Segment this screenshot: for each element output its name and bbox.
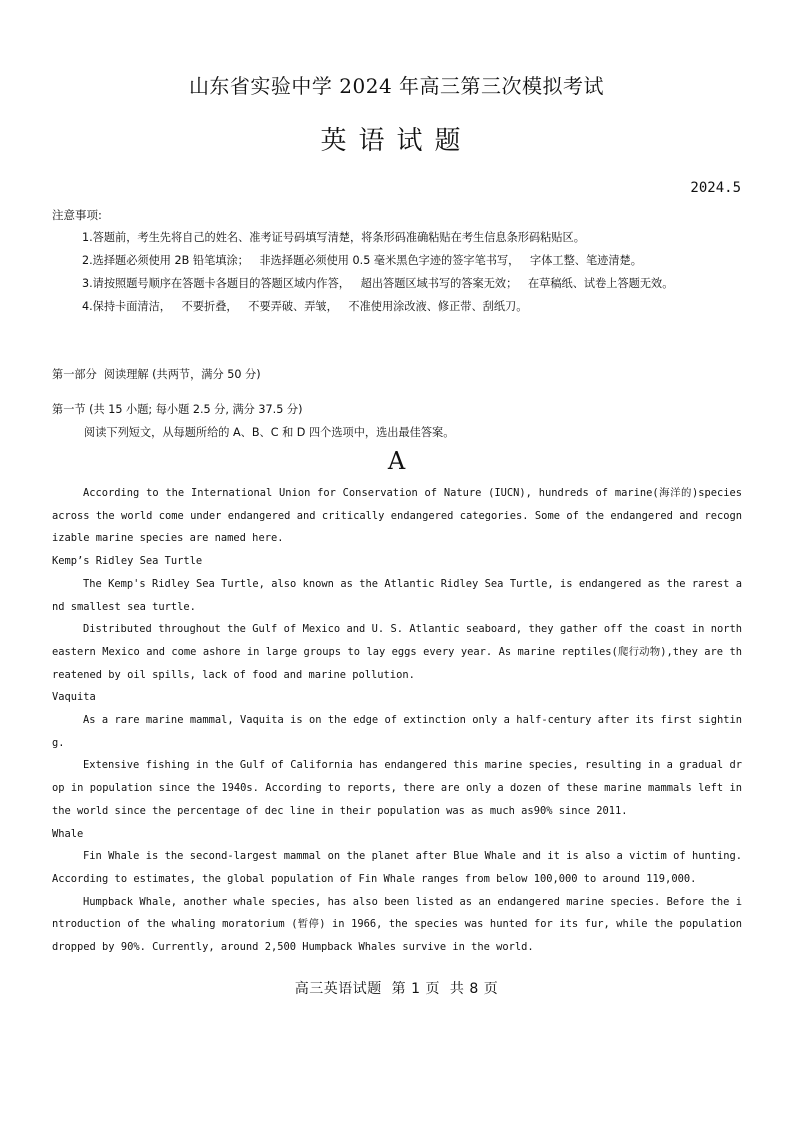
section-heading: 第一节 (共 15 小题; 每小题 2.5 分, 满分 37.5 分) — [52, 403, 303, 416]
passage-subheading: Whale — [52, 827, 84, 840]
passage-label: A — [387, 447, 406, 475]
passage-subheading: Vaquita — [52, 691, 96, 704]
passage-paragraph: Distributed throughout the Gulf of Mexico and U. S. Atlantic seaboard, they gather off the coast in northeastern Mexico and come ashore in large groups to lay eggs every year. As marine reptiles(爬行动物),they are threatened by oil spills, lack of food and marine pollution. — [52, 623, 742, 681]
page-footer: 高三英语试题 第 1 页 共 8 页 — [294, 981, 499, 997]
passage-paragraph: Humpback Whale, another whale species, has also been listed as an endangered marine species. Before the introduction of the whaling moratorium (暂停) in 1966, the species was hunted for its fur, while the population dropped by 90%. Currently, around 2,500 Humpback Whales survive in the world. — [52, 895, 742, 954]
notice-title: 注意事项: — [52, 208, 102, 222]
passage-paragraph: The Kemp's Ridley Sea Turtle, also known as the Atlantic Ridley Sea Turtle, is endangered as the rarest and smallest sea turtle. — [52, 577, 742, 613]
passage-subheading: Kemp’s Ridley Sea Turtle — [52, 555, 203, 568]
reading-passage — [52, 482, 742, 959]
exam-subtitle: 英语试题 — [320, 126, 473, 156]
passage-paragraph: Fin Whale is the second-largest mammal on the planet after Blue Whale and it is also a victim of hunting.According to estimates, the global population of Fin Whale ranges from below 100,000 to around 119,000. — [52, 850, 742, 885]
notice-item: 2.选择题必须使用 2B 铅笔填涂； 非选择题必须使用 0.5 毫米黑色字迹的签字笔书写， 字体工整、笔迹清楚。 — [82, 254, 642, 267]
part-heading: 第一部分 阅读理解 (共两节，满分 50 分) — [52, 368, 261, 381]
notice-item: 4.保持卡面清洁， 不要折叠， 不要弄破、弄皱， 不准使用涂改液、修正带、刮纸刀。 — [82, 300, 528, 313]
notice-item: 3.请按照题号顺序在答题卡各题目的答题区域内作答， 超出答题区域书写的答案无效； 在草稿纸、试卷上答题无效。 — [82, 277, 674, 290]
section-instruction: 阅读下列短文，从每题所给的 A、B、C 和 D 四个选项中，选出最佳答案。 — [84, 426, 455, 439]
passage-paragraph: According to the International Union for Conservation of Nature (IUCN), hundreds of marine(海洋的)species across the world come under endangered and critically endangered categories. Some of the endangered and recognizable marine species are named here. — [52, 487, 742, 545]
exam-title: 山东省实验中学 2024 年高三第三次模拟考试 — [188, 74, 605, 98]
exam-date: 2024.5 — [690, 180, 741, 196]
notice-list — [82, 228, 673, 320]
passage-paragraph: Extensive fishing in the Gulf of California has endangered this marine species, resulting in a gradual drop in population since the 1940s. According to reports, there are only a dozen of these marine mammals left in the world since the percentage of dec line in their population was as much as90% since 2011. — [52, 759, 742, 817]
passage-paragraph: As a rare marine mammal, Vaquita is on the edge of extinction only a half-century after its first sighting. — [52, 714, 742, 749]
notice-item: 1.答题前，考生先将自己的姓名、准考证号码填写清楚，将条形码准确粘贴在考生信息条形码粘贴区。 — [82, 231, 585, 244]
